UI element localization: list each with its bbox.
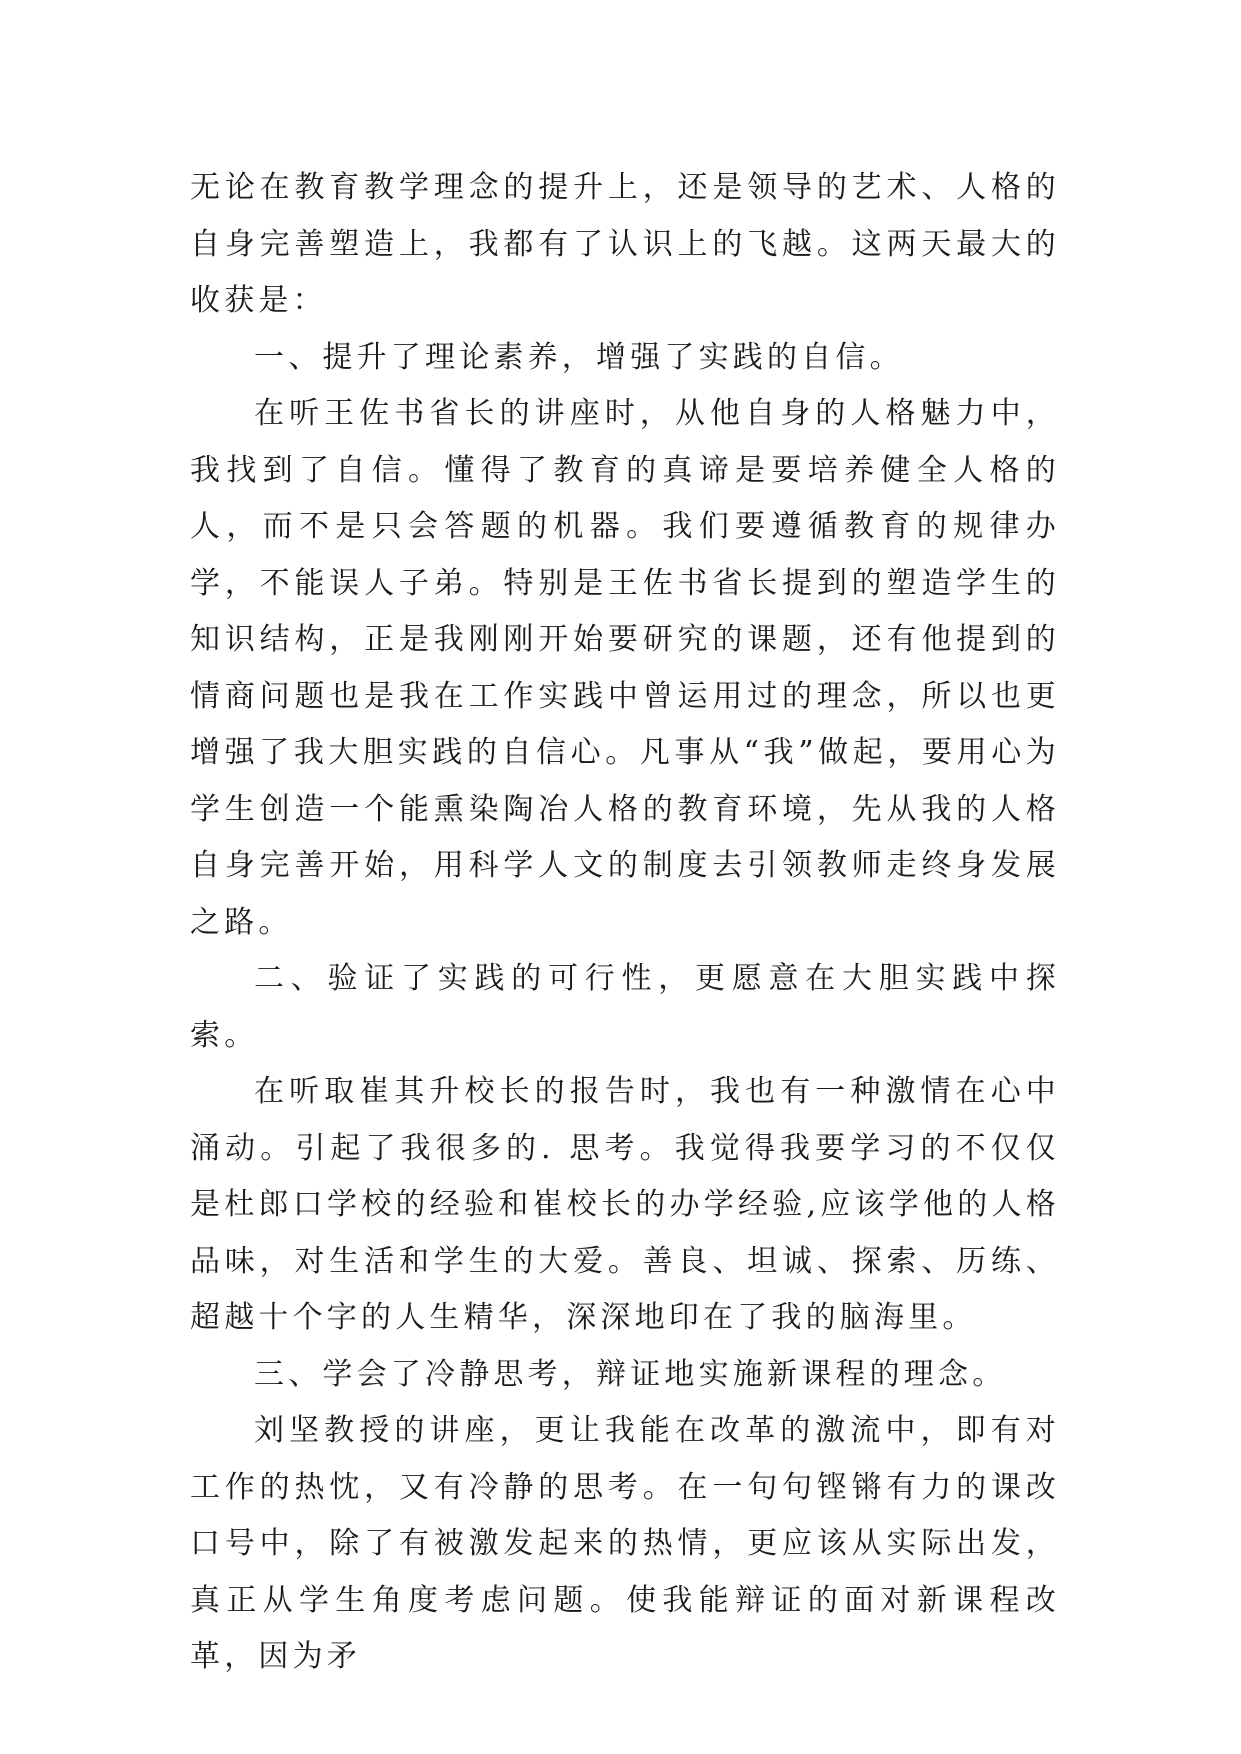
paragraph-section-2: 在听取崔其升校长的报告时，我也有一种激情在心中涌动。引起了我很多的. 思考。我觉得我要学习的不仅仅是杜郎口学校的经验和崔校长的办学经验,应该学他的人格品味，对生活和学生的大爱。善良、坦诚、探索、历练、超越十个字的人生精华，深深地印在了我的脑海里。 [190, 1074, 1060, 1335]
document-body [190, 160, 1060, 1686]
heading-section-1: 一、提升了理论素养，增强了实践的自信。 [254, 339, 904, 375]
heading-section-2: 二、验证了实践的可行性，更愿意在大胆实践中探索。 [190, 961, 1060, 1053]
paragraph-intro: 无论在教育教学理念的提升上，还是领导的艺术、人格的自身完善塑造上，我都有了认识上的飞越。这两天最大的收获是： [190, 170, 1060, 318]
paragraph-section-1: 在听王佐书省长的讲座时，从他自身的人格魅力中，我找到了自信。懂得了教育的真谛是要培养健全人格的人，而不是只会答题的机器。我们要遵循教育的规律办学，不能误人子弟。特别是王佐书省长提到的塑造学生的知识结构，正是我刚刚开始要研究的课题，还有他提到的情商问题也是我在工作实践中曾运用过的理念，所以也更增强了我大胆实践的自信心。凡事从“我”做起，要用心为学生创造一个能熏染陶冶人格的教育环境，先从我的人格自身完善开始，用科学人文的制度去引领教师走终身发展之路。 [190, 396, 1060, 940]
heading-section-3: 三、学会了冷静思考，辩证地实施新课程的理念。 [254, 1356, 1007, 1392]
paragraph-section-3: 刘坚教授的讲座，更让我能在改革的激流中，即有对工作的热忱，又有冷静的思考。在一句句铿锵有力的课改口号中，除了有被激发起来的热情，更应该从实际出发，真正从学生角度考虑问题。使我能辩证的面对新课程改革，因为矛 [190, 1413, 1060, 1674]
